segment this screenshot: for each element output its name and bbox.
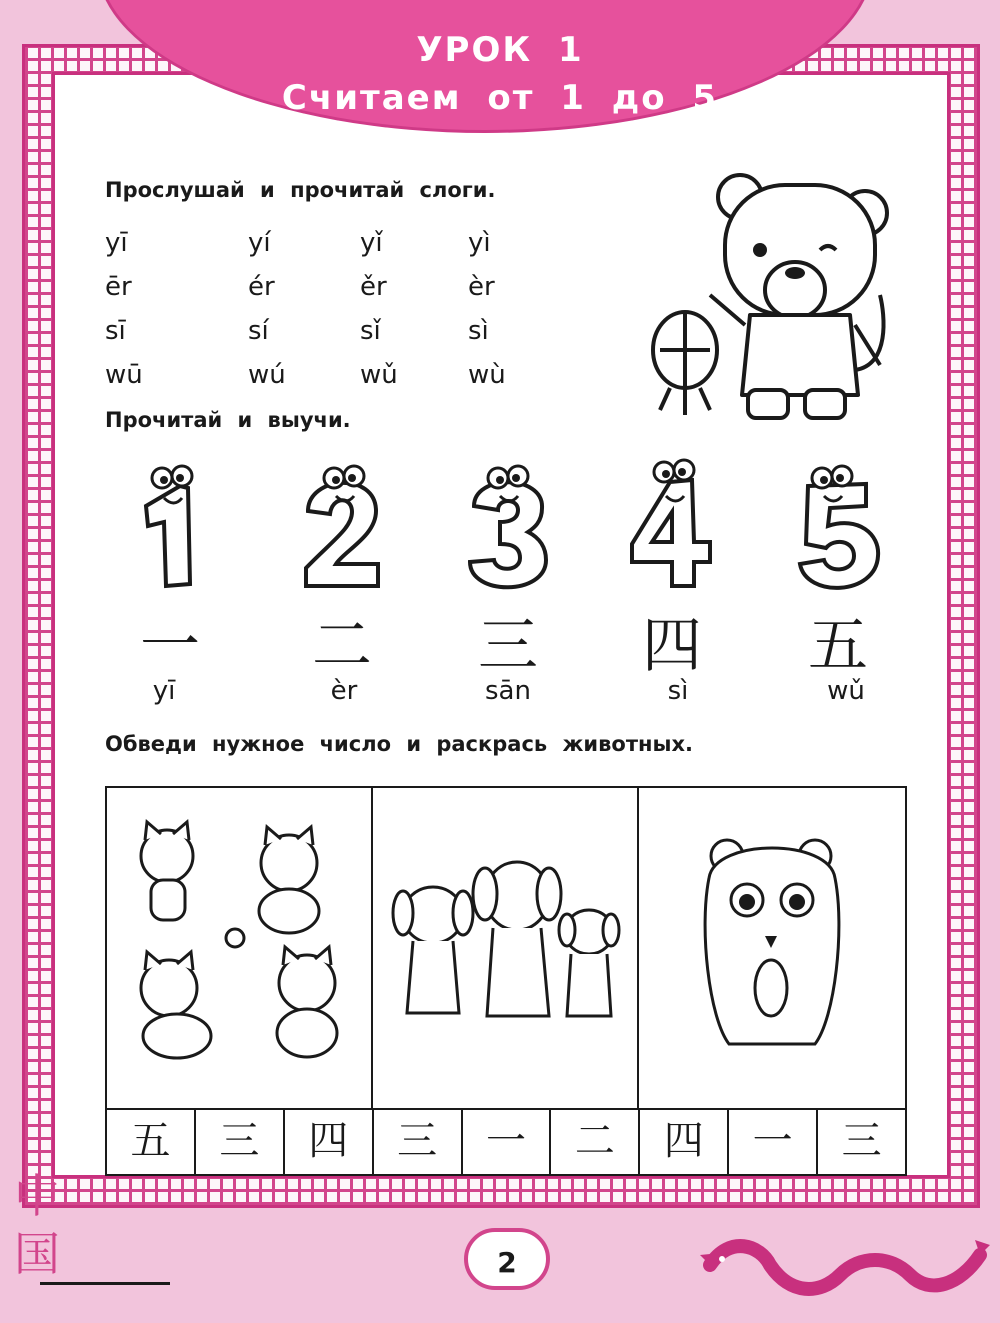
syllable: sì <box>468 316 489 346</box>
number-two-character-icon <box>292 456 392 596</box>
syllable: yì <box>468 228 491 258</box>
hanzi-four: 四 <box>642 611 702 681</box>
number-four-character-icon <box>622 456 722 596</box>
dragon-icon <box>700 1225 990 1315</box>
answer-option[interactable]: 二 <box>551 1110 640 1174</box>
syllable: wǔ <box>360 360 398 390</box>
pinyin-five: wǔ <box>827 676 865 706</box>
syllable: yī <box>105 228 128 258</box>
syllable: sí <box>248 316 269 346</box>
hanzi-one: 一 <box>140 611 200 681</box>
syllable: wū <box>105 360 143 390</box>
answer-option[interactable]: 三 <box>841 1118 882 1164</box>
answer-option[interactable]: 四 <box>285 1110 374 1174</box>
instruction-circle: Обведи нужное число и раскрась животных. <box>105 732 694 756</box>
answer-row <box>107 1108 905 1174</box>
number-three-character-icon <box>458 456 558 596</box>
hamster-illustration <box>639 788 905 1106</box>
answer-option[interactable]: 三 <box>374 1110 463 1174</box>
answer-option[interactable]: 五 <box>107 1110 196 1174</box>
side-character-zhong: 中 <box>14 1169 60 1223</box>
dogs-illustration <box>373 788 637 1106</box>
hanzi-three: 三 <box>478 611 538 681</box>
syllable: wú <box>248 360 286 390</box>
page-number: 2 <box>464 1228 550 1290</box>
syllable: sǐ <box>360 316 381 346</box>
answer-option[interactable]: 四 <box>640 1110 729 1174</box>
syllable: wù <box>468 360 506 390</box>
syllable: yí <box>248 228 271 258</box>
answer-option[interactable]: 三 <box>196 1110 285 1174</box>
syllable: ěr <box>360 272 387 302</box>
lesson-subtitle: Считаем от 1 до 5 <box>281 78 719 118</box>
syllable: yǐ <box>360 228 383 258</box>
dogs-panel <box>373 788 639 1108</box>
exercise-grid <box>105 786 907 1176</box>
syllable: èr <box>468 272 495 302</box>
hanzi-five: 五 <box>808 611 868 681</box>
syllable: sī <box>105 316 126 346</box>
brush-stroke-divider <box>40 1282 170 1285</box>
pinyin-two: èr <box>330 676 358 706</box>
cats-illustration <box>107 788 371 1106</box>
answer-option[interactable]: 一 <box>463 1110 552 1174</box>
side-character-guo: 国 <box>14 1227 60 1281</box>
pinyin-four: sì <box>667 676 689 706</box>
pinyin-three: sān <box>485 676 531 706</box>
number-five-character-icon <box>788 456 888 596</box>
lesson-title: УРОК 1 <box>416 30 584 70</box>
tiger-with-lantern-illustration <box>630 165 890 435</box>
number-one-character-icon <box>118 456 218 596</box>
syllable: ér <box>248 272 275 302</box>
syllable: ēr <box>105 272 132 302</box>
hanzi-two: 二 <box>312 611 372 681</box>
instruction-learn: Прочитай и выучи. <box>105 408 351 432</box>
hamster-panel <box>639 788 907 1108</box>
instruction-listen: Прослушай и прочитай слоги. <box>105 178 496 202</box>
cats-panel <box>107 788 373 1108</box>
pinyin-one: yī <box>152 676 176 706</box>
answer-option[interactable]: 一 <box>729 1110 818 1174</box>
